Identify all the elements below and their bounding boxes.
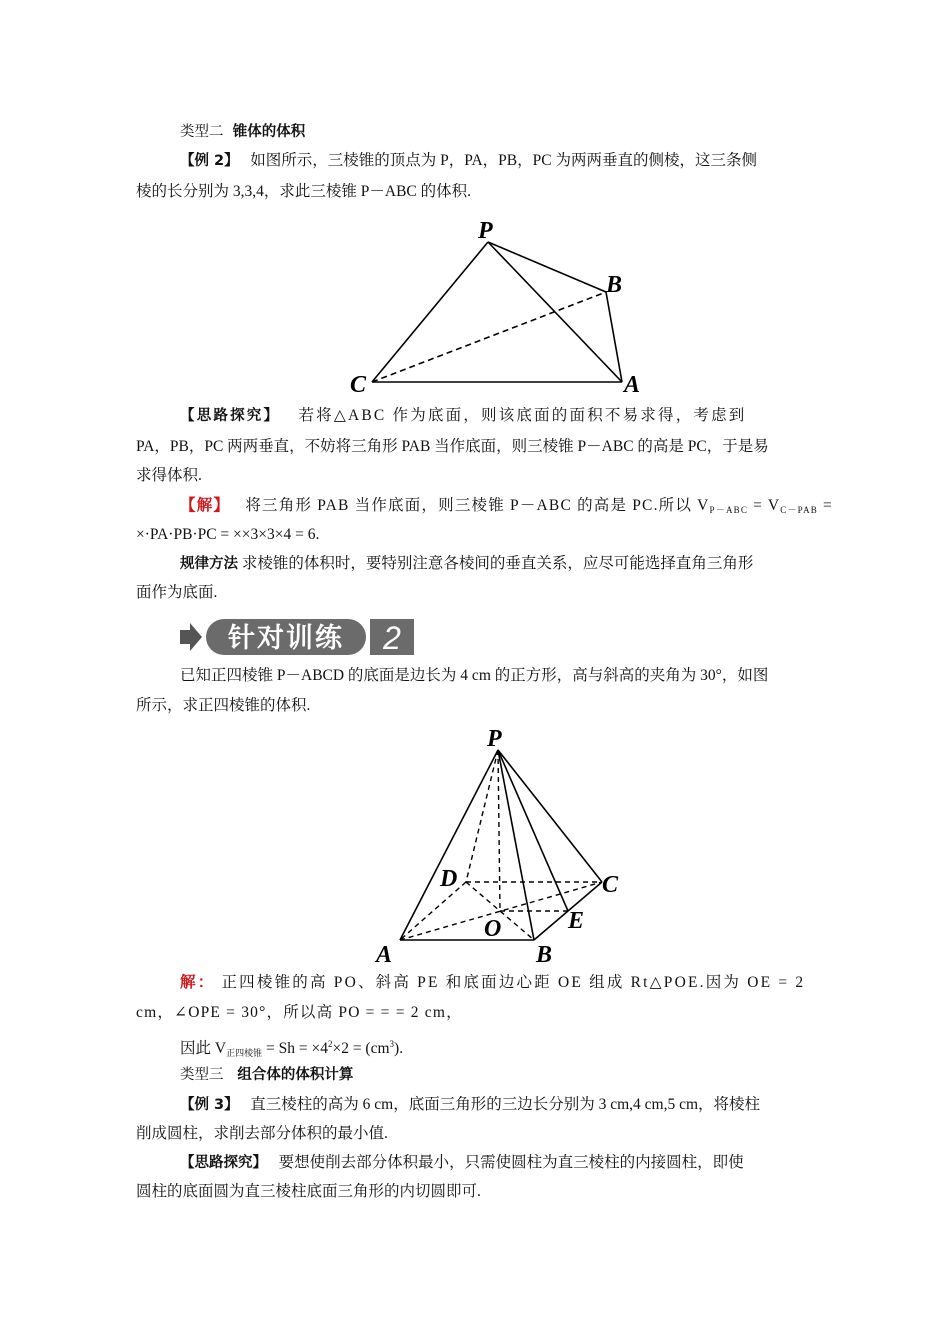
vertex-label-o: O (484, 916, 502, 942)
vertex-label-p: P (487, 726, 502, 752)
section-title: 锥体的体积 (232, 124, 306, 140)
example-text: 如图所示，三棱锥的顶点为 P，PA，PB，PC 为两两垂直的侧棱，这三条侧 (250, 152, 757, 169)
example3-line2: 削成圆柱，求削去部分体积的最小值. (136, 1125, 388, 1142)
volume-text-c: ×2 = (cm (332, 1040, 390, 1057)
rule-tag: 规律方法 (180, 556, 238, 572)
example-text: 直三棱柱的高为 6 cm，底面三角形的三边长分别为 3 cm,4 cm,5 cm，将棱柱 (250, 1096, 761, 1113)
section-label: 类型二 (180, 124, 224, 140)
pyramid-figure-2 (370, 722, 640, 967)
pyramid-figure-1 (340, 212, 660, 397)
vertex-label-a: A (376, 942, 393, 967)
analysis3-line1 (180, 1152, 816, 1174)
training-banner (178, 616, 418, 658)
solution-tag: 【解】 (180, 497, 231, 514)
section-title: 组合体的体积计算 (237, 1067, 354, 1083)
exercise-solution-tag: 解： (180, 974, 216, 991)
exercise-solution-line2: cm，∠OPE = 30°，所以高 PO = = = 2 cm， (136, 1004, 463, 1021)
volume-subscript: 正四棱锥 (226, 1048, 263, 1058)
solution-subscript-1: P－ABC (709, 505, 749, 515)
volume-text-d: ). (394, 1040, 404, 1057)
rule-line2: 面作为底面. (136, 584, 218, 601)
volume-text-a: 因此 V (180, 1040, 227, 1057)
section-heading-type2 (180, 121, 816, 143)
example-tag: 【例 2】 (180, 153, 239, 169)
section-label: 类型三 (180, 1067, 224, 1083)
exercise-solution-line3 (180, 1033, 816, 1064)
analysis-tag: 【思路探究】 (180, 408, 281, 424)
training-banner-graphic (178, 616, 418, 658)
solution-text-c: = (817, 497, 833, 514)
solution-text-a: 将三角形 PAB 当作底面，则三棱锥 P－ABC 的高是 PC.所以 V (245, 497, 710, 514)
analysis-text: 若将△ABC 作为底面，则该底面的面积不易求得，考虑到 (298, 407, 747, 424)
rule-text: 求棱锥的体积时，要特别注意各棱间的垂直关系，应尽可能选择直角三角形 (241, 555, 754, 572)
section-heading-type3 (180, 1064, 816, 1086)
rule-line1 (180, 553, 816, 575)
banner-text: 针对训练 (228, 623, 344, 654)
example2-line1 (180, 150, 816, 172)
analysis2-line3: 求得体积. (136, 467, 202, 484)
vertex-label-c: C (350, 372, 367, 397)
solution-text-b: = V (748, 497, 781, 514)
solution2-line1 (180, 495, 833, 521)
volume-text-b: = Sh = ×4 (262, 1040, 328, 1057)
volume-superscript: 2 (327, 1039, 333, 1049)
solution2-line2: ×·PA·PB·PC = ××3×3×4 = 6. (136, 526, 320, 543)
example2-line2: 棱的长分别为 3,3,4，求此三棱锥 P－ABC 的体积. (136, 183, 471, 200)
exercise-solution-line1 (180, 972, 816, 994)
analysis2-line1 (180, 405, 816, 427)
vertex-label-p: P (478, 218, 493, 244)
analysis3-line2: 圆柱的底面圆为直三棱柱底面三角形的内切圆即可. (136, 1183, 481, 1200)
vertex-label-c: C (602, 872, 619, 898)
exercise-line1: 已知正四棱锥 P－ABCD 的底面是边长为 4 cm 的正方形，高与斜高的夹角为 30°，如图 (180, 667, 769, 684)
volume-unit-superscript: 3 (389, 1039, 395, 1049)
vertex-label-e: E (568, 908, 585, 934)
example-tag: 【例 3】 (180, 1097, 239, 1113)
vertex-label-b: B (606, 272, 623, 298)
vertex-label-a: A (624, 372, 641, 397)
analysis-tag: 【思路探究】 (180, 1155, 267, 1171)
analysis2-line2: PA，PB，PC 两两垂直，不妨将三角形 PAB 当作底面，则三棱锥 P－ABC 的高是 PC，于是易 (136, 438, 769, 455)
vertex-label-d: D (440, 866, 458, 892)
exercise-solution-text: 正四棱锥的高 PO、斜高 PE 和底面边心距 OE 组成 Rt△POE.因为 OE = 2 (221, 974, 806, 991)
arrow-icon (180, 623, 202, 651)
exercise-line2: 所示，求正四棱锥的体积. (136, 697, 311, 714)
vertex-label-b: B (536, 942, 553, 967)
solution-subscript-2: C－PAB (780, 505, 818, 515)
banner-number: 2 (383, 620, 401, 656)
example3-line1 (180, 1094, 816, 1116)
analysis-text: 要想使削去部分体积最小，只需使圆柱为直三棱柱的内接圆柱，即使 (278, 1154, 744, 1171)
